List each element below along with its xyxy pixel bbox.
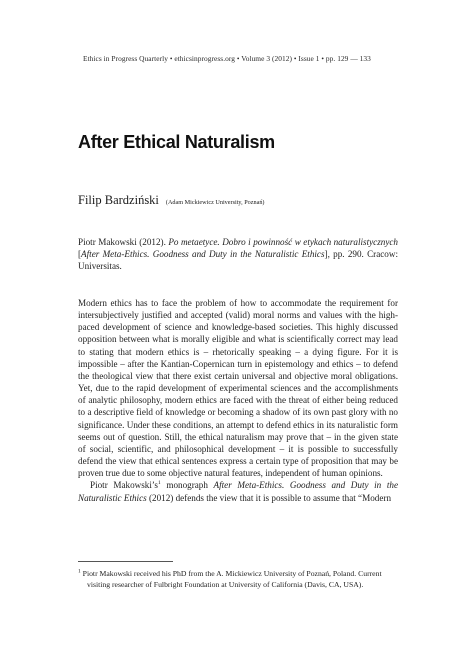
footnote-divider — [78, 561, 173, 562]
author-name: Filip Bardziński — [78, 193, 159, 207]
book-reference — [78, 236, 398, 272]
article-title: After Ethical Naturalism — [78, 132, 275, 152]
main-text — [78, 297, 398, 504]
reference-tail: ], pp. 290. Cracow: Universitas. — [78, 249, 398, 272]
paragraph-1: Modern ethics has to face the problem of how to accommodate the requirement for intersubjectively justified and accepted (valid) moral norms and values with the high-paced development of science and knowledge-based societies. This highly discussed opposition between what is morally eligible and what is scientifically correct may lead to stating that modern ethics is – rhetorically speaking – a dying figure. For it is impossible – after the Kantian-Copernican turn in epistemology and ethics – to defend the theological view that there exist certain universal and objective moral obligations. Yet, due to the rapid development of experimental sciences and the accomplishments of analytic philosophy, modern ethics are faced with the threat of either being reduced to a descriptive field of knowledge or becoming a shadow of its own past glory with no significance. Under these conditions, an attempt to defend ethics in its naturalistic form seems out of question. Still, the ethical naturalism may prove that – in the given state of social, scientific, and philosophical development – it is possible to successfully defend the view that ethical sentences express a certain type of proposition that may be proven true due to some objective natural features, independent of human opinions. — [78, 298, 398, 479]
paragraph-2 — [78, 479, 398, 503]
footnote-mark-ref[interactable]: 1 — [157, 480, 161, 487]
footnote — [78, 568, 398, 591]
reference-english-title: After Meta-Ethics. Goodness and Duty in the Naturalistic Ethics — [81, 249, 325, 260]
paragraph-2-book-title: After Meta-Ethics. Goodness and Duty in the Naturalistic Ethics — [78, 480, 399, 503]
footnote-text: Piotr Makowski received his PhD from the A. Mickiewicz University of Poznań, Poland. Current visiting researcher of Fulbright Foundation at University of California (Davis, CA, USA). — [80, 569, 382, 590]
running-header: Ethics in Progress Quarterly • ethicsinprogress.org • Volume 3 (2012) • Issue 1 • pp. 129 — 133 — [83, 54, 371, 63]
reference-lead: Piotr Makowski (2012). — [78, 237, 169, 247]
reference-open-bracket: [ — [78, 249, 82, 260]
author-line — [78, 191, 264, 209]
author-affiliation: (Adam Mickiewicz University, Poznań) — [165, 199, 265, 206]
paragraph-2-tail: (2012) defends the view that it is possible to assume that “Modern — [146, 492, 392, 503]
reference-polish-title: Po metaetyce. Dobro i powinność w etykach naturalistycznych — [168, 237, 398, 247]
paragraph-2-mid: monograph — [160, 480, 214, 491]
paragraph-2-lead: Piotr Makowski’s — [90, 480, 158, 491]
footnote-mark: 1 — [78, 568, 81, 575]
